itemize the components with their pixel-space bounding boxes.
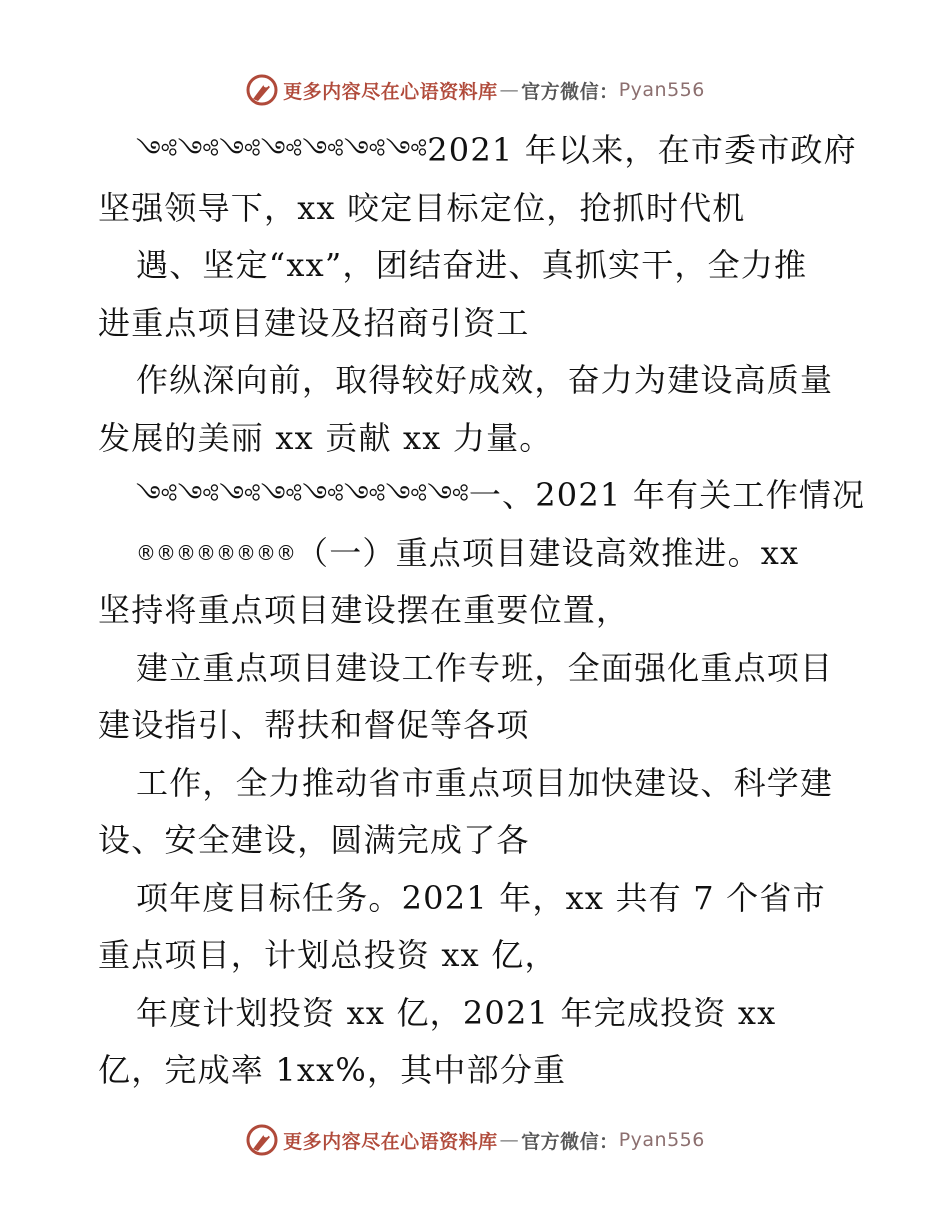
watermark-wechat-id: Pyan556 (618, 1129, 705, 1151)
paragraph-text: 作纵深向前，取得较好成效，奋力为建设高质量 (136, 361, 834, 399)
text-line (98, 410, 858, 468)
paragraph-text: 建设指引、帮扶和督促等各项 (98, 706, 530, 744)
text-line (98, 985, 858, 1043)
paragraph-text: 遇、坚定“xx”，团结奋进、真抓实干，全力推 (136, 246, 808, 284)
watermark-sub-text: 官方微信： (521, 80, 619, 103)
paragraph-text: 2021 年以来，在市委市政府 (427, 131, 857, 169)
paragraph-text: 坚强领导下，xx 咬定目标定位，抢抓时代机 (98, 188, 746, 227)
text-line (98, 352, 858, 410)
text-line (98, 525, 858, 583)
ornament-glyphs: ®®®®®®®® (136, 540, 296, 565)
paragraph-text: 一、2021 年有关工作情况 (468, 476, 866, 514)
document-body (98, 122, 866, 1100)
text-line (98, 755, 858, 813)
text-line (98, 122, 858, 180)
watermark-main-text: 更多内容尽在心语资料库 (283, 1130, 498, 1153)
paragraph-text: 重点项目，计划总投资 xx 亿， (98, 936, 558, 974)
text-line (98, 180, 858, 238)
text-line (98, 870, 858, 928)
text-line (98, 927, 858, 985)
paragraph-text: 坚持将重点项目建设摆在重要位置， (98, 591, 630, 629)
paragraph-text: 进重点项目建设及招商引资工 (98, 303, 530, 342)
watermark-header (0, 70, 950, 110)
pen-logo-icon (245, 73, 279, 107)
text-line (98, 812, 858, 870)
paragraph-text: 设、安全建设，圆满完成了各 (98, 821, 530, 859)
paragraph-text: （一）重点项目建设高效推进。xx (296, 533, 800, 572)
paragraph-text: 工作，全力推动省市重点项目加快建设、科学建 (136, 763, 834, 802)
watermark-sub-text: 官方微信： (521, 1130, 619, 1153)
paragraph-text: 建立重点项目建设工作专班，全面强化重点项目 (136, 648, 834, 687)
watermark-wechat-id: Pyan556 (618, 79, 705, 101)
text-line (98, 640, 858, 698)
paragraph-text: 年度计划投资 xx 亿，2021 年完成投资 xx (136, 993, 777, 1032)
text-line (98, 582, 858, 640)
ornament-glyphs: ༺༺༺༺༺༺༺༺ (136, 481, 469, 511)
text-line (98, 237, 858, 295)
watermark-footer (0, 1120, 950, 1160)
pen-logo-icon (245, 1123, 279, 1157)
watermark-dash: — (499, 79, 520, 101)
watermark-dash: — (499, 1129, 520, 1151)
watermark-main-text: 更多内容尽在心语资料库 (283, 80, 498, 103)
text-line (98, 1042, 858, 1100)
paragraph-text: 发展的美丽 xx 贡献 xx 力量。 (98, 418, 553, 457)
text-line (98, 295, 858, 353)
paragraph-text: 项年度目标任务。2021 年，xx 共有 7 个省市 (136, 878, 826, 917)
paragraph-text: 亿，完成率 1xx%，其中部分重 (98, 1051, 567, 1089)
ornament-glyphs: ༺༺༺༺༺༺༺ (136, 136, 428, 166)
text-line (98, 467, 866, 525)
text-line (98, 697, 858, 755)
